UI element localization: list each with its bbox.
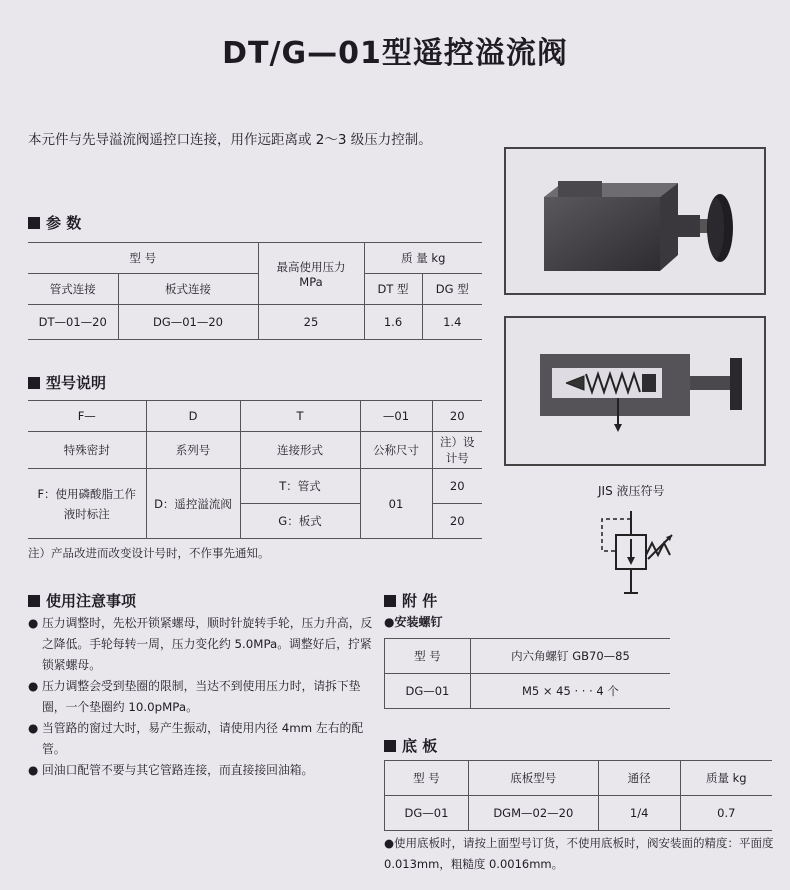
page-title: DT/G—01型遥控溢流阀 <box>222 36 568 71</box>
base-cell: DGM—02—20 <box>468 796 598 831</box>
model-table <box>28 400 482 539</box>
model-code: F— <box>28 401 146 432</box>
params-table <box>28 242 482 340</box>
model-f-desc: F：使用磷酸脂工作液时标注 <box>28 469 146 539</box>
jis-label: JIS 液压符号 <box>598 484 665 498</box>
accessory-model: DG—01 <box>385 674 471 709</box>
accessory-table <box>384 638 670 709</box>
bullet-dot-icon: ● <box>28 679 39 693</box>
intro-text: 本元件与先导溢流阀遥控口连接，用作远距离或 2～3 级压力控制。 <box>28 132 432 148</box>
base-header: 底板型号 <box>468 761 598 796</box>
model-label: 连接形式 <box>240 432 360 469</box>
params-header-pipe: 管式连接 <box>28 274 118 305</box>
model-design: 20 <box>432 469 482 504</box>
list-item: ● 当管路的窗过大时，易产生振动，请使用内径 4mm 左右的配管。 <box>28 718 374 760</box>
list-item: ● 回油口配管不要与其它管路连接，而直接接回油箱。 <box>28 760 374 781</box>
model-size: 01 <box>360 469 432 539</box>
square-bullet-icon <box>28 217 40 229</box>
accessory-sub: ●安装螺钉 <box>384 615 443 629</box>
valve-section-icon <box>506 318 764 464</box>
params-heading: 参 数 <box>28 212 81 233</box>
model-g-plate: G：板式 <box>240 504 360 539</box>
jis-symbol-icon <box>580 505 690 597</box>
params-header-pressure: 最高使用压力 MPa <box>258 243 364 305</box>
accessory-value: M5 × 45 · · · 4 个 <box>470 674 670 709</box>
bullet-dot-icon: ● <box>28 763 39 777</box>
base-cell: 1/4 <box>598 796 680 831</box>
square-bullet-icon <box>384 740 396 752</box>
base-header: 型 号 <box>385 761 469 796</box>
bullet-dot-icon: ● <box>28 721 39 735</box>
params-header-mass: 质 量 kg <box>364 243 482 274</box>
model-code: —01 <box>360 401 432 432</box>
accessory-header-desc: 内六角螺钉 GB70—85 <box>470 639 670 674</box>
model-label: 注）设计号 <box>432 432 482 469</box>
model-note: 注）产品改进而改变设计号时，不作事先通知。 <box>28 546 270 560</box>
model-label: 系列号 <box>146 432 240 469</box>
base-heading: 底 板 <box>384 735 437 756</box>
model-label: 公称尺寸 <box>360 432 432 469</box>
square-bullet-icon <box>28 595 40 607</box>
model-code: 20 <box>432 401 482 432</box>
model-label: 特殊密封 <box>28 432 146 469</box>
base-header: 质量 kg <box>680 761 772 796</box>
bullet-dot-icon: ● <box>28 616 39 630</box>
params-cell: 1.6 <box>364 305 422 340</box>
model-d-desc: D：遥控溢流阀 <box>146 469 240 539</box>
accessory-heading: 附 件 <box>384 590 437 611</box>
params-cell: 1.4 <box>422 305 482 340</box>
base-header: 通径 <box>598 761 680 796</box>
base-cell: DG—01 <box>385 796 469 831</box>
square-bullet-icon <box>384 595 396 607</box>
list-item: ● 压力调整时，先松开锁紧螺母，顺时针旋转手轮，压力升高，反之降低。手轮每转一周，压力变化约 5.0MPa。调整好后，拧紧锁紧螺母。 <box>28 613 374 676</box>
valve-photo-icon <box>506 149 764 293</box>
bullet-dot-icon: ● <box>384 836 395 850</box>
params-header-model: 型 号 <box>28 243 258 274</box>
params-header-dt: DT 型 <box>364 274 422 305</box>
square-bullet-icon <box>28 377 40 389</box>
params-header-dg: DG 型 <box>422 274 482 305</box>
base-table <box>384 760 772 831</box>
base-note: ●使用底板时，请按上面型号订货，不使用底板时，阀安装面的精度：平面度 0.013mm，粗糙度 0.0016mm。 <box>384 836 774 871</box>
model-design: 20 <box>432 504 482 539</box>
model-code: T <box>240 401 360 432</box>
params-cell: DT—01—20 <box>28 305 118 340</box>
params-header-plate: 板式连接 <box>118 274 258 305</box>
usage-list <box>28 613 374 781</box>
list-item: ● 压力调整会受到垫圈的限制，当达不到使用压力时，请拆下垫圈，一个垫圈约 10.0pMPa。 <box>28 676 374 718</box>
accessory-header-model: 型 号 <box>385 639 471 674</box>
product-photo <box>504 147 766 295</box>
base-cell: 0.7 <box>680 796 772 831</box>
model-t-pipe: T：管式 <box>240 469 360 504</box>
params-cell: DG—01—20 <box>118 305 258 340</box>
model-heading: 型号说明 <box>28 372 106 393</box>
section-drawing <box>504 316 766 466</box>
bullet-dot-icon: ● <box>384 615 395 629</box>
usage-heading: 使用注意事项 <box>28 590 136 611</box>
params-cell: 25 <box>258 305 364 340</box>
model-code: D <box>146 401 240 432</box>
